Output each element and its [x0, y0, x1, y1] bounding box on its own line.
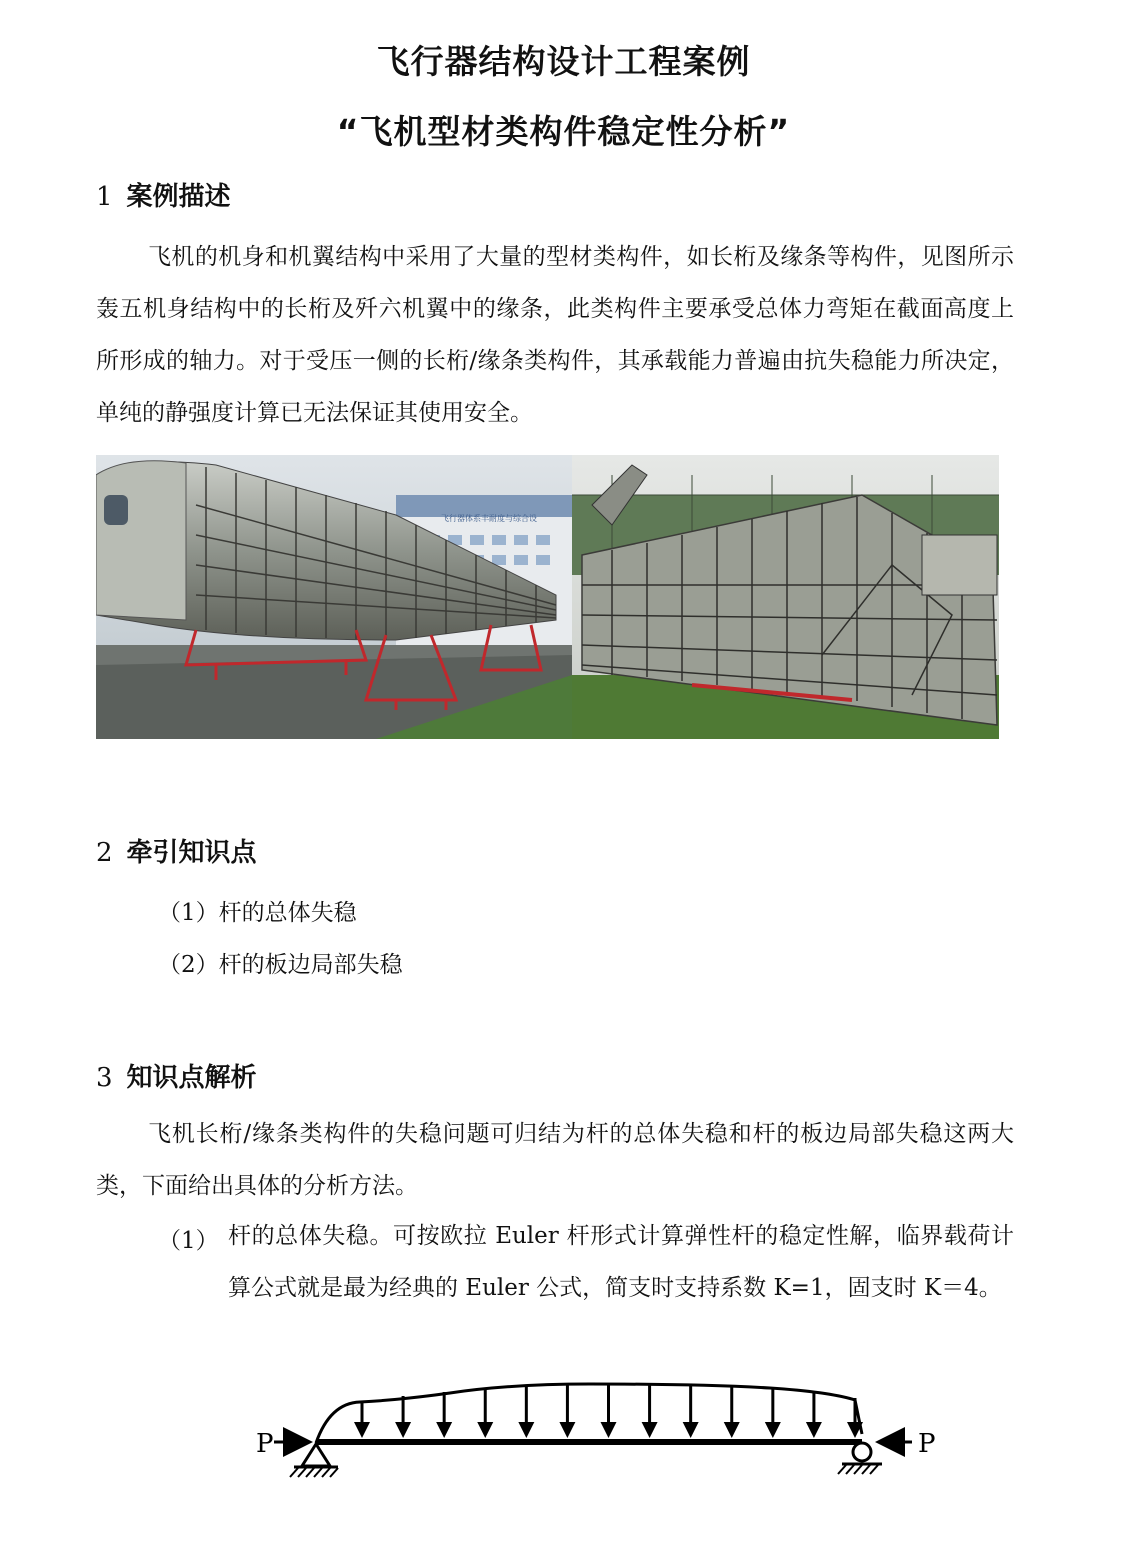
fuselage-photo [96, 455, 572, 739]
section-1-heading [96, 176, 231, 213]
euler-beam-diagram [250, 1378, 950, 1497]
section-1-paragraph: 飞机的机身和机翼结构中采用了大量的型材类构件，如长桁及缘条等构件，见图所示轰五机身结构中的长桁及歼六机翼中的缘条，此类构件主要承受总体力弯矩在截面高度上所形成的轴力。对于受压一侧的长桁/缘条类构件，其承载能力普遍由抗失稳能力所决定，单纯的静强度计算已无法保证其使用安全。 [96, 244, 1014, 426]
section-number: 3 [96, 1063, 113, 1093]
load-arrow-head [806, 1422, 822, 1438]
load-arrow-head [518, 1422, 534, 1438]
section-2-heading [96, 832, 257, 869]
load-arrows [354, 1384, 863, 1438]
section-title: 知识点解析 [126, 1063, 257, 1093]
section-3-paragraph: 飞机长桁/缘条类构件的失稳问题可归结为杆的总体失稳和杆的板边局部失稳这两大类，下面给出具体的分析方法。 [96, 1121, 1014, 1199]
load-arrow-head [683, 1422, 699, 1438]
page-title: 飞行器结构设计工程案例 [376, 42, 751, 81]
load-arrow-head [559, 1422, 575, 1438]
section-number: 1 [96, 182, 113, 212]
pin-support-icon [290, 1444, 338, 1477]
load-arrow-head [395, 1422, 411, 1438]
right-load-label: P [918, 1429, 936, 1459]
section-3-heading [96, 1057, 257, 1094]
load-arrow-head [765, 1422, 781, 1438]
sub-item-label: （1） [158, 1228, 219, 1254]
section-title: 案例描述 [126, 182, 231, 212]
load-arrow-head [477, 1422, 493, 1438]
sub-item-body: 杆的总体失稳。可按欧拉 Euler 杆形式计算弹性杆的稳定性解，临界载荷计算公式就是最为经典的 Euler 公式，简支时支持系数 K=1，固支时 K＝4。 [228, 1223, 1014, 1301]
left-load-label: P [256, 1429, 274, 1459]
load-arrow-head [601, 1422, 617, 1438]
load-arrow-head [724, 1422, 740, 1438]
page-subtitle: “飞机型材类构件稳定性分析” [336, 112, 791, 151]
load-arrow-head [436, 1422, 452, 1438]
building-sign: 飞行器体系丰耐度与综合设 [441, 514, 537, 523]
load-arrow-head [642, 1422, 658, 1438]
load-arrow-head [354, 1422, 370, 1438]
section-number: 2 [96, 838, 113, 868]
distributed-load-curve [316, 1384, 862, 1443]
roller-support-icon [838, 1443, 882, 1474]
section-title: 牵引知识点 [126, 838, 257, 868]
knowledge-item: （1）杆的总体失稳 [158, 900, 357, 926]
wing-photo [572, 455, 999, 739]
knowledge-item: （2）杆的板边局部失稳 [158, 952, 403, 978]
